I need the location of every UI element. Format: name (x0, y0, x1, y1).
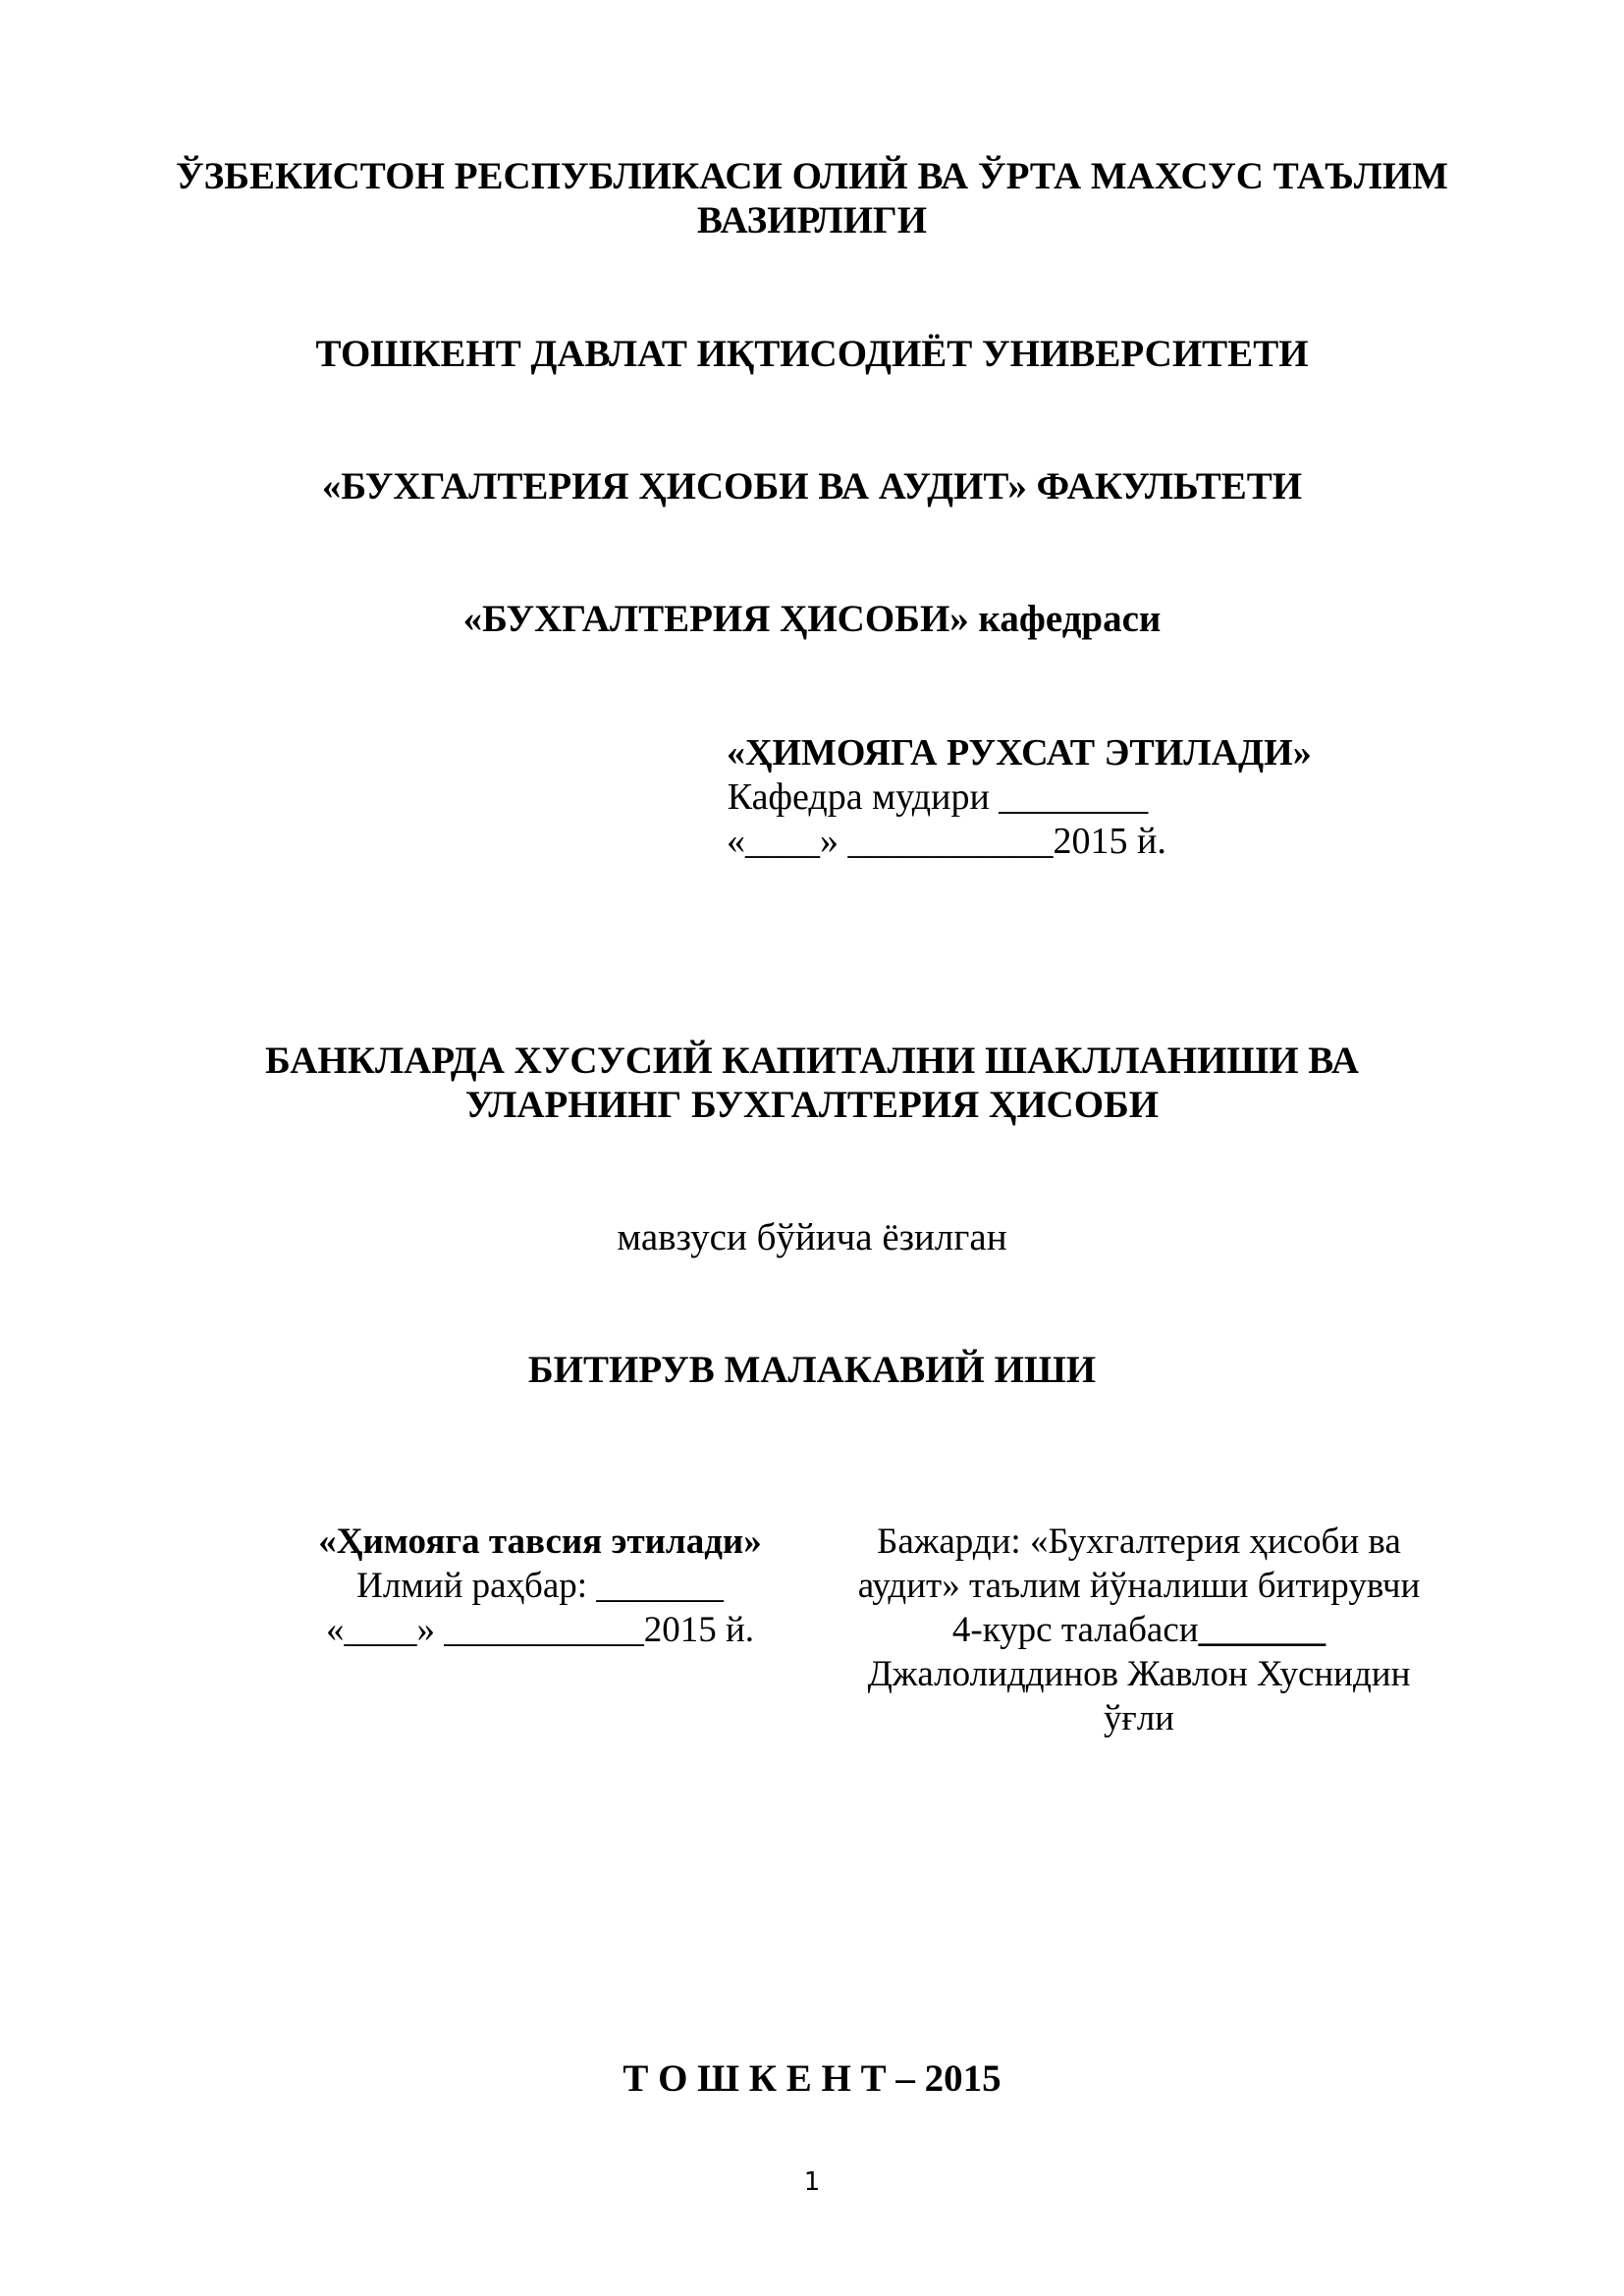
author-line-3 (825, 1608, 1453, 1652)
faculty-name: «БУХГАЛТЕРИЯ ҲИСОБИ ВА АУДИТ» ФАКУЛЬТЕТИ (321, 465, 1303, 507)
recommendation-block (265, 1520, 815, 1652)
topic-subtitle: мавзуси бўйича ёзилган (617, 1216, 1007, 1258)
ministry-line-1: ЎЗБЕКИСТОН РЕСПУБЛИКАСИ ОЛИЙ ВА ЎРТА МАХСУС ТАЪЛИМ (176, 155, 1448, 197)
university-name: ТОШКЕНТ ДАВЛАТ ИҚТИСОДИЁТ УНИВЕРСИТЕТИ (315, 333, 1309, 375)
supervisor-line: Илмий раҳбар: _______ (356, 1566, 724, 1606)
author-name: Джалолиддинов Жавлон Хуснидин (867, 1654, 1411, 1694)
approval-date-line: «____» ___________2015 й. (727, 821, 1166, 862)
work-type: БИТИРУВ МАЛАКАВИЙ ИШИ (527, 1349, 1097, 1391)
approval-head-line: Кафедра мудири ________ (727, 776, 1149, 818)
topic-line-2: УЛАРНИНГ БУХГАЛТЕРИЯ ҲИСОБИ (464, 1084, 1160, 1126)
author-signature-blank: _______ (1198, 1610, 1326, 1650)
author-patronymic-suffix: ўғли (1104, 1698, 1174, 1738)
ministry-line-2: ВАЗИРЛИГИ (696, 199, 928, 241)
topic-line-1: БАНКЛАРДА ХУСУСИЙ КАПИТАЛНИ ШАКЛЛАНИШИ ВА (264, 1040, 1360, 1082)
author-line-2: аудит» таълим йўналиши битирувчи (857, 1566, 1421, 1606)
city-year: Т О Ш К Е Н Т – 2015 (623, 2057, 1001, 2100)
author-line-1: Бажарди: «Бухгалтерия ҳисоби ва (877, 1522, 1401, 1562)
recommendation-date-line: «____» ___________2015 й. (325, 1610, 755, 1650)
page-number: 1 (803, 2167, 821, 2197)
department-name: «БУХГАЛТЕРИЯ ҲИСОБИ» кафедраси (462, 598, 1162, 640)
author-block (825, 1520, 1453, 1740)
author-course-label: 4-курс талабаси (951, 1610, 1199, 1650)
recommendation-title: «Ҳимояга тавсия этилади» (318, 1522, 762, 1562)
approval-title: «ҲИМОЯГА РУХСАТ ЭТИЛАДИ» (727, 732, 1312, 774)
